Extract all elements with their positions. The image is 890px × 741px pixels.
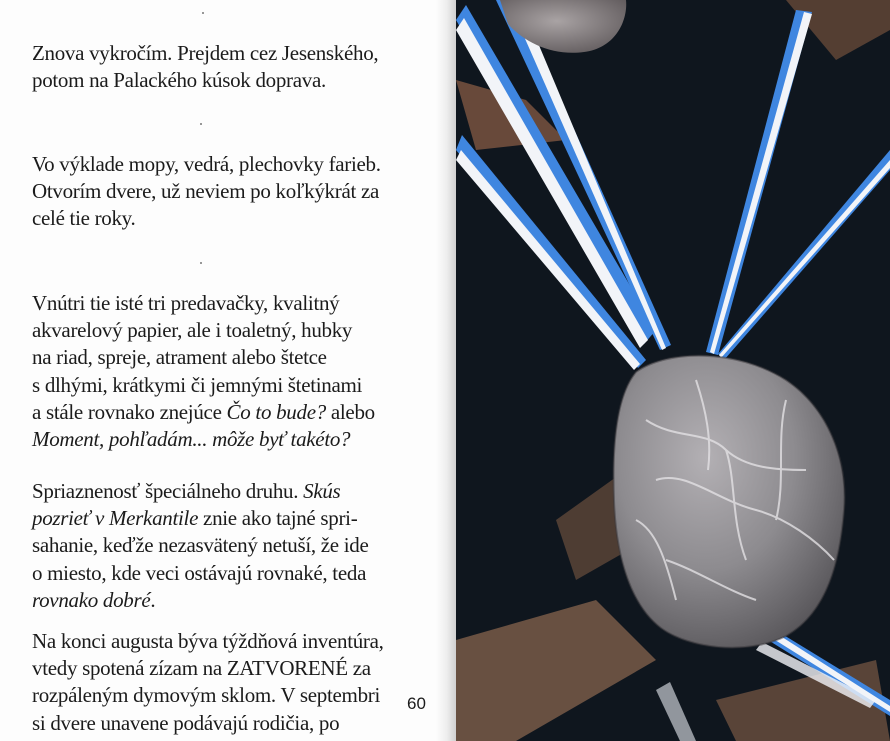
top-separator-dot bbox=[202, 12, 204, 14]
italic-phrase: Skús bbox=[303, 479, 341, 503]
text-line-mixed bbox=[32, 399, 422, 426]
text-line: si dvere unavene podávajú rodičia, po bbox=[32, 710, 340, 735]
text-line: o miesto, kde veci ostávajú rovnaké, teda bbox=[32, 560, 367, 585]
italic-phrase: Čo to bude? bbox=[226, 399, 326, 424]
main-stone bbox=[614, 356, 845, 648]
text-line: s dlhými, krátkymi či jemnými štetinami bbox=[32, 372, 363, 397]
italic-phrase: rovnako dobré bbox=[32, 587, 151, 612]
text-run: alebo bbox=[325, 399, 375, 424]
paragraph-2 bbox=[32, 151, 422, 233]
stone-photograph bbox=[456, 0, 890, 741]
text-run: znie ako tajné spri- bbox=[198, 506, 358, 531]
text-line-italic bbox=[32, 426, 422, 453]
paragraph-4 bbox=[32, 478, 422, 614]
text-line-mixed bbox=[32, 505, 422, 532]
text-line: Na konci augusta býva týždňová inventúra, bbox=[32, 629, 384, 653]
text-run: Spriaznenosť špeciálneho druhu. bbox=[32, 479, 304, 503]
text-line: Znova vykročím. Prejdem cez Jesenského, bbox=[32, 41, 379, 65]
text-run: . bbox=[150, 587, 156, 612]
page-number: 60 bbox=[407, 694, 426, 713]
section-separator-dot bbox=[200, 123, 202, 125]
book-gutter bbox=[436, 0, 456, 741]
text-line: Vnútri tie isté tri predavačky, kvalitný bbox=[32, 291, 340, 315]
text-line: Vo výklade mopy, vedrá, plechovky farieb. bbox=[32, 152, 381, 176]
text-line: vtedy spotená zízam na ZATVORENÉ za bbox=[32, 656, 371, 681]
text-line-mixed bbox=[32, 587, 422, 614]
text-line-mixed bbox=[32, 478, 422, 505]
paragraph-5 bbox=[32, 628, 422, 737]
text-line: sahanie, keďže nezasvätený netuší, že ide bbox=[32, 533, 369, 558]
section-separator-dot bbox=[200, 262, 202, 264]
text-line: rozpáleným dymovým sklom. V septembri bbox=[32, 683, 381, 708]
text-line: akvarelový papier, ale i toaletný, hubky bbox=[32, 318, 353, 343]
text-line: celé tie roky. bbox=[32, 206, 136, 231]
text-run: a stále rovnako znejúce bbox=[32, 399, 227, 424]
stone-photo-illustration bbox=[456, 0, 890, 741]
italic-phrase: pozrieť v Merkantile bbox=[32, 506, 199, 531]
paragraph-3 bbox=[32, 290, 422, 453]
paragraph-1 bbox=[32, 40, 422, 94]
italic-phrase: Moment, pohľadám... môže byť takéto? bbox=[32, 427, 351, 452]
text-line: potom na Palackého kúsok doprava. bbox=[32, 68, 326, 93]
text-line: na riad, spreje, atrament alebo štetce bbox=[32, 345, 327, 370]
text-line: Otvorím dvere, už neviem po koľkýkrát za bbox=[32, 179, 379, 204]
